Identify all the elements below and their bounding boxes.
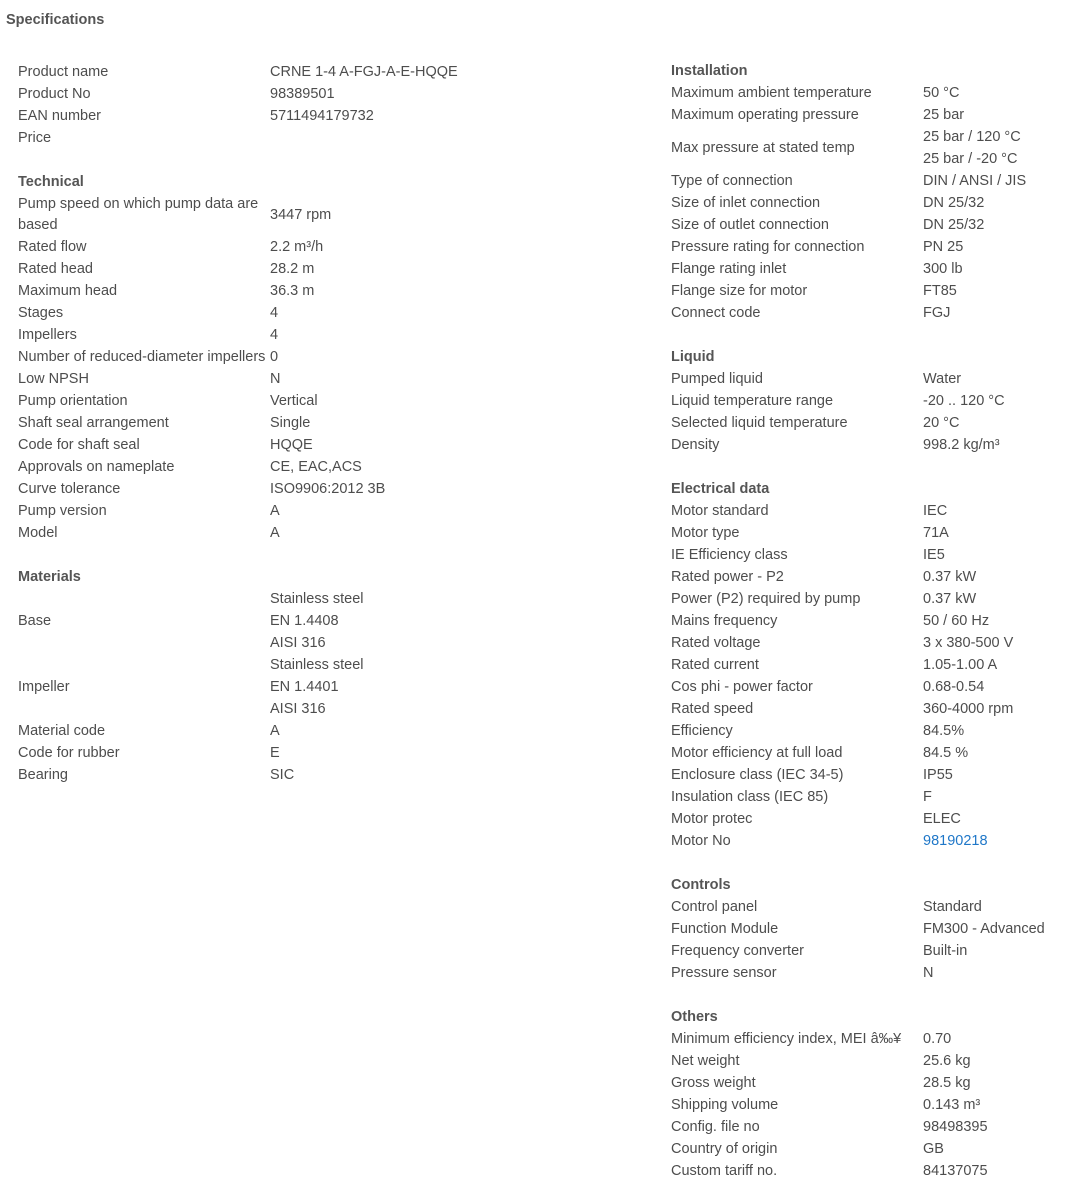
spec-row-mains-frequency <box>671 610 1073 632</box>
spec-value: IP55 <box>923 767 953 783</box>
spec-label: IE Efficiency class <box>671 547 788 563</box>
spec-value: 50 / 60 Hz <box>923 613 990 629</box>
spec-label: Code for rubber <box>18 745 120 761</box>
spec-value: 28.5 kg <box>923 1075 971 1091</box>
spec-values <box>923 764 953 786</box>
spec-values <box>923 1050 971 1072</box>
spec-label: Control panel <box>671 899 758 915</box>
spec-values <box>270 258 314 280</box>
spec-value: 3 x 380-500 V <box>923 635 1014 651</box>
spec-label: Impeller <box>18 678 70 695</box>
spec-row-curve-tolerance <box>18 478 618 500</box>
spec-row-low-npsh <box>18 368 618 390</box>
spec-value: 84.5% <box>923 723 965 739</box>
spec-row-motor-protec <box>671 808 1073 830</box>
spec-label: Material code <box>18 723 106 739</box>
spec-row-model <box>18 522 618 544</box>
spec-values <box>270 83 335 105</box>
spec-values <box>923 192 984 214</box>
spec-value: EN 1.4401 <box>270 679 339 695</box>
spec-values <box>270 588 364 654</box>
section-title: Controls <box>671 877 731 893</box>
spec-values <box>270 280 314 302</box>
spec-row-stages <box>18 302 618 324</box>
left-column <box>18 61 618 808</box>
spec-row-country-of-origin <box>671 1138 1073 1160</box>
spec-row-code-for-rubber <box>18 742 618 764</box>
spec-label: Maximum operating pressure <box>671 107 859 123</box>
spec-row-motor-no <box>671 830 1073 852</box>
spec-value: 1.05-1.00 A <box>923 657 998 673</box>
spec-label: Stages <box>18 305 64 321</box>
spec-label: Model <box>18 525 58 541</box>
spec-value: DIN / ANSI / JIS <box>923 173 1027 189</box>
spec-value: 4 <box>270 305 279 321</box>
spec-row-rated-current <box>671 654 1073 676</box>
spec-label: Custom tariff no. <box>671 1163 778 1179</box>
spec-value: 0 <box>270 349 279 365</box>
spec-values <box>270 478 385 500</box>
spec-row-shaft-seal-arrangement <box>18 412 618 434</box>
spec-row-selected-liquid-temperature <box>671 412 1073 434</box>
spec-value: 25.6 kg <box>923 1053 971 1069</box>
spec-label: Code for shaft seal <box>18 437 140 453</box>
spec-value: EN 1.4408 <box>270 613 339 629</box>
spec-row-liquid-temperature-range <box>671 390 1073 412</box>
spec-values <box>923 610 989 632</box>
spec-values <box>270 456 362 478</box>
spec-label: Rated speed <box>671 701 754 717</box>
spec-values <box>923 390 1005 412</box>
spec-values <box>923 896 982 918</box>
spec-values <box>923 1094 980 1116</box>
section-installation <box>671 60 1073 324</box>
spec-values <box>923 126 1021 170</box>
spec-value: 25 bar / 120 °C <box>923 129 1021 145</box>
spec-value: Standard <box>923 899 982 915</box>
spec-label: Motor efficiency at full load <box>671 745 843 761</box>
spec-value: CE, EAC,ACS <box>270 459 362 475</box>
spec-row-gross-weight <box>671 1072 1073 1094</box>
spec-values <box>270 61 458 83</box>
spec-value: A <box>270 503 280 519</box>
spec-values <box>923 962 933 984</box>
spec-row-function-module <box>671 918 1073 940</box>
spec-value: 0.37 kW <box>923 591 977 607</box>
spec-row-flange-size-for-motor <box>671 280 1073 302</box>
spec-value: 0.143 m³ <box>923 1097 981 1113</box>
spec-row-impellers <box>18 324 618 346</box>
spec-label: Rated current <box>671 657 759 673</box>
spec-row-maximum-operating-pressure <box>671 104 1073 126</box>
spec-label: Insulation class (IEC 85) <box>671 789 829 805</box>
spec-value: 360-4000 rpm <box>923 701 1014 717</box>
spec-row-rated-head <box>18 258 618 280</box>
spec-label: Cos phi - power factor <box>671 679 813 695</box>
section-technical <box>18 171 618 544</box>
spec-values <box>923 1028 951 1050</box>
spec-values <box>923 720 964 742</box>
spec-label: Pressure rating for connection <box>671 239 865 255</box>
spec-row-max-pressure-at-stated-temp <box>671 126 1073 170</box>
section-controls <box>671 874 1073 984</box>
spec-row-flange-rating-inlet <box>671 258 1073 280</box>
spec-row-motor-type <box>671 522 1073 544</box>
spec-label: Type of connection <box>671 173 793 189</box>
spec-value: DN 25/32 <box>923 195 985 211</box>
spec-values <box>923 940 967 962</box>
spec-row-enclosure-class-iec-34-5 <box>671 764 1073 786</box>
spec-label: Maximum head <box>18 283 118 299</box>
spec-row-approvals-on-nameplate <box>18 456 618 478</box>
spec-label: Density <box>671 437 720 453</box>
spec-row-rated-flow <box>18 236 618 258</box>
spec-row-type-of-connection <box>671 170 1073 192</box>
spec-label: Rated voltage <box>671 635 761 651</box>
spec-label: Minimum efficiency index, MEI â‰¥ <box>671 1031 902 1047</box>
spec-values <box>270 368 280 390</box>
spec-row-rated-power-p2 <box>671 566 1073 588</box>
spec-values <box>923 1138 944 1160</box>
spec-value: HQQE <box>270 437 313 453</box>
spec-value: Single <box>270 415 311 431</box>
spec-values <box>923 258 963 280</box>
spec-value: AISI 316 <box>270 701 326 717</box>
spec-values <box>270 720 280 742</box>
spec-label: Size of inlet connection <box>671 195 821 211</box>
spec-values <box>923 830 988 852</box>
spec-value: 25 bar <box>923 107 965 123</box>
spec-value: 3447 rpm <box>270 206 332 223</box>
spec-values <box>923 1116 988 1138</box>
spec-values <box>923 82 959 104</box>
spec-row-size-of-inlet-connection <box>671 192 1073 214</box>
spec-values <box>923 214 984 236</box>
spec-row-pump-orientation <box>18 390 618 412</box>
spec-row-custom-tariff-no <box>671 1160 1073 1182</box>
spec-label: Impellers <box>18 327 77 343</box>
spec-value: ISO9906:2012 3B <box>270 481 386 497</box>
spec-value: 71A <box>923 525 949 541</box>
spec-values <box>923 368 961 390</box>
spec-label: Connect code <box>671 305 761 321</box>
spec-value: Stainless steel <box>270 591 364 607</box>
spec-row-frequency-converter <box>671 940 1073 962</box>
spec-value: GB <box>923 1141 944 1157</box>
spec-values <box>923 698 1013 720</box>
spec-label: Product name <box>18 64 109 80</box>
spec-label: Enclosure class (IEC 34-5) <box>671 767 844 783</box>
spec-label: Motor No <box>671 833 731 849</box>
spec-value: CRNE 1-4 A-FGJ-A-E-HQQE <box>270 64 458 80</box>
spec-value: FM300 - Advanced <box>923 921 1045 937</box>
spec-row-pump-speed-on-which-pump-data-are-based <box>18 193 618 236</box>
spec-value: IE5 <box>923 547 945 563</box>
spec-value: 28.2 m <box>270 261 315 277</box>
spec-value: ELEC <box>923 811 961 827</box>
spec-value: 0.68-0.54 <box>923 679 985 695</box>
spec-value: AISI 316 <box>270 635 326 651</box>
spec-row-pressure-rating-for-connection <box>671 236 1073 258</box>
spec-value: F <box>923 789 932 805</box>
spec-row-pump-version <box>18 500 618 522</box>
spec-value: FT85 <box>923 283 957 299</box>
spec-values <box>270 412 310 434</box>
spec-row-connect-code <box>671 302 1073 324</box>
spec-row-rated-speed <box>671 698 1073 720</box>
spec-values <box>270 105 374 127</box>
spec-values <box>923 1160 988 1182</box>
spec-row-ie-efficiency-class <box>671 544 1073 566</box>
spec-row-maximum-ambient-temperature <box>671 82 1073 104</box>
spec-label: Max pressure at stated temp <box>671 139 855 156</box>
spec-value: N <box>923 965 934 981</box>
spec-values <box>270 236 323 258</box>
spec-values <box>923 632 1013 654</box>
spec-value: Water <box>923 371 962 387</box>
spec-value: 84137075 <box>923 1163 988 1179</box>
spec-row-ean-number <box>18 105 618 127</box>
spec-row-material-code <box>18 720 618 742</box>
spec-values <box>923 302 950 324</box>
page-title: Specifications <box>6 12 105 28</box>
spec-row-cos-phi-power-factor <box>671 676 1073 698</box>
spec-row-impeller <box>18 654 618 720</box>
spec-value: Vertical <box>270 393 318 409</box>
spec-values <box>923 236 963 258</box>
spec-label: Low NPSH <box>18 371 89 387</box>
spec-values <box>923 742 968 764</box>
spec-values <box>923 434 1000 456</box>
spec-label: Base <box>18 612 52 629</box>
spec-label: Bearing <box>18 767 68 783</box>
spec-value: 0.37 kW <box>923 569 977 585</box>
spec-value: 5711494179732 <box>270 108 374 124</box>
spec-row-config-file-no <box>671 1116 1073 1138</box>
spec-values <box>923 522 949 544</box>
spec-row-number-of-reduced-diameter-impellers <box>18 346 618 368</box>
spec-label: Rated flow <box>18 239 87 255</box>
spec-values <box>270 742 280 764</box>
spec-label: Pump version <box>18 503 107 519</box>
spec-value: 2.2 m³/h <box>270 239 324 255</box>
section-title: Installation <box>671 63 748 79</box>
spec-values <box>270 302 278 324</box>
spec-label: Gross weight <box>671 1075 756 1091</box>
section-title: Liquid <box>671 349 715 365</box>
spec-value: 998.2 kg/m³ <box>923 437 1000 453</box>
spec-values <box>923 544 945 566</box>
spec-values <box>270 324 278 346</box>
spec-values <box>270 346 278 368</box>
spec-values <box>923 500 947 522</box>
spec-row-motor-efficiency-at-full-load <box>671 742 1073 764</box>
spec-value: 25 bar / -20 °C <box>923 151 1018 167</box>
spec-value: 4 <box>270 327 279 343</box>
spec-value: FGJ <box>923 305 951 321</box>
spec-values <box>923 280 957 302</box>
section-title: Others <box>671 1009 718 1025</box>
spec-value: 36.3 m <box>270 283 315 299</box>
spec-value: N <box>270 371 281 387</box>
spec-row-pumped-liquid <box>671 368 1073 390</box>
spec-row-bearing <box>18 764 618 786</box>
spec-row-insulation-class-iec-85 <box>671 786 1073 808</box>
spec-label: Pump orientation <box>18 393 128 409</box>
spec-label: Power (P2) required by pump <box>671 591 861 607</box>
spec-value: Stainless steel <box>270 657 364 673</box>
spec-label: Selected liquid temperature <box>671 415 848 431</box>
spec-value: 50 °C <box>923 85 960 101</box>
spec-label: Approvals on nameplate <box>18 459 175 475</box>
spec-value: 98389501 <box>270 86 335 102</box>
spec-values <box>923 412 959 434</box>
spec-values <box>923 566 976 588</box>
spec-label: Function Module <box>671 921 779 937</box>
spec-label: Motor type <box>671 525 740 541</box>
spec-value: 0.70 <box>923 1031 952 1047</box>
spec-label: Maximum ambient temperature <box>671 85 872 101</box>
spec-label: Country of origin <box>671 1141 778 1157</box>
spec-value: E <box>270 745 280 761</box>
spec-values <box>270 390 318 412</box>
spec-value: DN 25/32 <box>923 217 985 233</box>
spec-value: -20 .. 120 °C <box>923 393 1005 409</box>
spec-value: A <box>270 723 280 739</box>
spec-row-rated-voltage <box>671 632 1073 654</box>
spec-values <box>923 786 932 808</box>
spec-value: 98498395 <box>923 1119 988 1135</box>
spec-row-code-for-shaft-seal <box>18 434 618 456</box>
spec-row-motor-standard <box>671 500 1073 522</box>
spec-value: A <box>270 525 280 541</box>
motor-no-link[interactable]: 98190218 <box>923 833 988 849</box>
section-others <box>671 1006 1073 1182</box>
section-general <box>18 61 618 149</box>
spec-value: PN 25 <box>923 239 964 255</box>
spec-row-shipping-volume <box>671 1094 1073 1116</box>
spec-row-density <box>671 434 1073 456</box>
section-materials <box>18 566 618 786</box>
spec-row-net-weight <box>671 1050 1073 1072</box>
spec-label: Curve tolerance <box>18 481 121 497</box>
spec-row-maximum-head <box>18 280 618 302</box>
spec-value: 84.5 % <box>923 745 969 761</box>
spec-row-efficiency <box>671 720 1073 742</box>
spec-label: Price <box>18 130 52 146</box>
spec-value: IEC <box>923 503 948 519</box>
spec-label: Rated power - P2 <box>671 569 784 585</box>
spec-values <box>923 676 984 698</box>
spec-values <box>270 204 331 226</box>
spec-label: Product No <box>18 86 91 102</box>
spec-label: Number of reduced-diameter impellers <box>18 348 266 365</box>
spec-label: Efficiency <box>671 723 733 739</box>
spec-label: Pressure sensor <box>671 965 777 981</box>
spec-label: Pumped liquid <box>671 371 763 387</box>
spec-values <box>270 654 364 720</box>
spec-label: Shaft seal arrangement <box>18 415 169 431</box>
spec-values <box>270 500 280 522</box>
spec-label: Mains frequency <box>671 613 778 629</box>
spec-values <box>270 764 294 786</box>
spec-label: Rated head <box>18 261 93 277</box>
spec-label: Flange rating inlet <box>671 261 787 277</box>
right-column <box>671 60 1073 1204</box>
spec-label: EAN number <box>18 108 102 124</box>
spec-value: Built-in <box>923 943 968 959</box>
spec-values <box>923 1072 971 1094</box>
spec-row-size-of-outlet-connection <box>671 214 1073 236</box>
spec-values <box>923 654 997 676</box>
spec-values <box>270 434 313 456</box>
section-liquid <box>671 346 1073 456</box>
spec-label: Frequency converter <box>671 943 804 959</box>
spec-values <box>923 588 976 610</box>
section-title: Materials <box>18 569 81 585</box>
spec-values <box>923 918 1045 940</box>
spec-row-product-name <box>18 61 618 83</box>
section-electrical-data <box>671 478 1073 852</box>
spec-label: Motor standard <box>671 503 769 519</box>
spec-label: Config. file no <box>671 1119 760 1135</box>
spec-row-control-panel <box>671 896 1073 918</box>
spec-value: 20 °C <box>923 415 960 431</box>
spec-row-product-no <box>18 83 618 105</box>
section-title: Electrical data <box>671 481 770 497</box>
spec-label: Pump speed on which pump data are based <box>18 195 259 233</box>
spec-row-base <box>18 588 618 654</box>
spec-values <box>923 170 1026 192</box>
spec-row-minimum-efficiency-index-mei <box>671 1028 1073 1050</box>
spec-label: Size of outlet connection <box>671 217 829 233</box>
spec-row-price <box>18 127 618 149</box>
spec-values <box>923 104 964 126</box>
spec-row-power-p2-required-by-pump <box>671 588 1073 610</box>
spec-label: Shipping volume <box>671 1097 779 1113</box>
spec-label: Liquid temperature range <box>671 393 834 409</box>
spec-label: Motor protec <box>671 811 753 827</box>
spec-values <box>923 808 961 830</box>
spec-row-pressure-sensor <box>671 962 1073 984</box>
section-title: Technical <box>18 174 84 190</box>
spec-label: Flange size for motor <box>671 283 808 299</box>
spec-values <box>270 522 280 544</box>
spec-value: SIC <box>270 767 295 783</box>
spec-value: 300 lb <box>923 261 963 277</box>
spec-label: Net weight <box>671 1053 740 1069</box>
